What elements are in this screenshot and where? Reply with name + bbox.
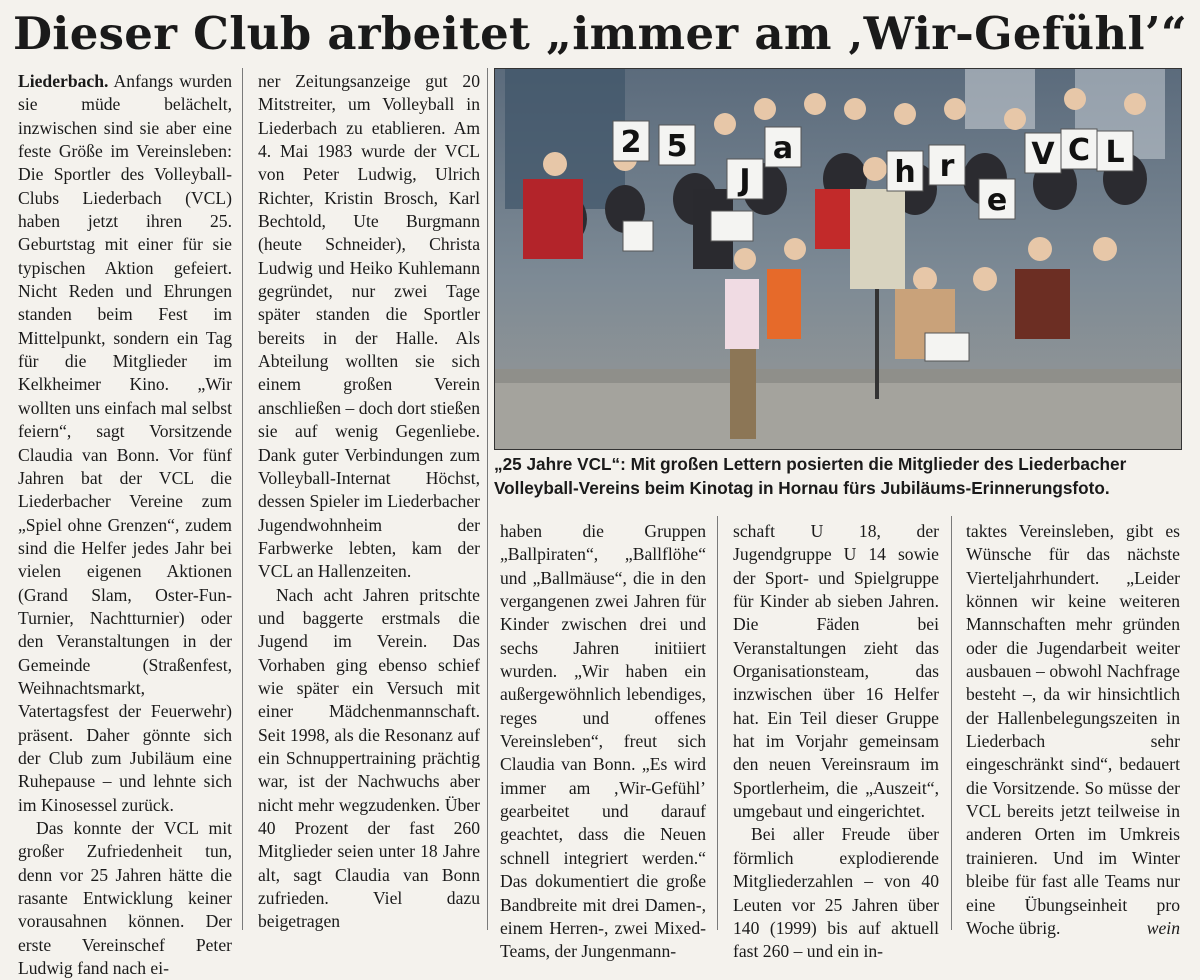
column-rule (242, 68, 243, 930)
sign-letter: 5 (666, 129, 688, 164)
lead-text: Anfangs wurden sie müde belächelt, inzwischen sind sie aber eine feste Größe im Vereinsleben: Die Sportler des Volleyball-Clubs Liederbach (VCL) haben jetzt ihren 25. Geburtstag mit einer für sie typischen Aktion gefeiert. Nicht Reden und Ehrungen standen beim Fest im Mittelpunkt, sondern ein Tag für die Mitglieder im Kelkheimer Kino. „Wir wollten uns einfach mal selbst feiern“, sagt Vorsitzende Claudia van Bonn. Vor fünf Jahren bat der VCL die Liederbacher Vereine zum „Spiel ohne Grenzen“, zudem sind die Helfer jedes Jahr bei vielen eigenen Aktionen (Grand Slam, Oster-Fun-Turnier, Nachtturnier) oder den Veranstaltungen in der Gemeinde (Straßenfest, Weihnachtsmarkt, Vatertagsfest der Feuerwehr) präsent. Daher gönnte sich der Club zum Jubiläum eine Ruhepause – und lehnte sich im Kinosessel zurück. (18, 71, 232, 815)
article-headline: Dieser Club arbeitet „immer am ‚Wir-Gefühl’“ (12, 7, 1187, 60)
sign-letter: a (772, 131, 794, 166)
paragraph-text: taktes Vereinsleben, gibt es Wünsche für das nächste Vierteljahrhundert. „Leider können wir keine weiteren Mannschaften mehr gründen oder die Jugendarbeit weiter ausbauen – obwohl Nachfrage besteht –, da wir hinsichtlich der Hallenbelegungszeiten in Liederbach sehr eingeschränkt sind“, bedauert die Vorsitzende. So müsse der VCL bereits jetzt teilweise in anderen Orten im Umkreis trainieren. Und im Winter bleibe für fast alle Teams nur eine Übungseinheit pro Woche übrig. (966, 521, 1180, 938)
paragraph: ner Zeitungsanzeige gut 20 Mitstreiter, um Volleyball in Liederbach zu etablieren. Am 4. Mai 1983 wurde der VCL von Peter Ludwig, Ulrich Richter, Kristin Brosch, Karl Bechtold, Ute Burgmann (heute Schneider), Christa Ludwig und Heiko Kuhlemann gegründet, nur zwei Tage später standen die Sportler bereits in der Halle. Als Abteilung wollten sie sich einem großen Verein anschließen – doch dort stießen sie auf wenig Gegenliebe. Dank guter Verbindungen zum Volleyball-Internat Höchst, dessen Spieler im Liederbacher Jugendwohnheim der Farbwerke lebten, kam der VCL an Hallenzeiten. (258, 71, 480, 582)
sign-letter: V (1031, 137, 1055, 172)
sign-letter: r (939, 149, 955, 184)
column-rule (487, 68, 488, 930)
paragraph (18, 70, 232, 817)
paragraph: Nach acht Jahren pritschte und baggerte erstmals die Jugend im Verein. Das Vorhaben ging ebenso schief wie später ein Versuch mit einer Mädchenmannschaft. Seit 1998, als die Resonanz auf ein Schnuppertraining prächtig war, ist der Nachwuchs aber nicht mehr wegzudenken. Über 40 Prozent der fast 260 Mitglieder seien unter 18 Jahre alt, sagt Claudia van Bonn zufrieden. Viel dazu beigetragen (258, 584, 480, 932)
photo-caption: „25 Jahre VCL“: Mit großen Lettern posierten die Mitglieder des Liederbacher Volleyball-Vereins beim Kinotag in Hornau fürs Jubiläums-Erinnerungsfoto. (494, 454, 1127, 498)
sign-letter: C (1067, 133, 1091, 168)
paragraph: Das konnte der VCL mit großer Zufriedenheit tun, denn vor 25 Jahren hätte die rasante Entwicklung keiner vorausahnen können. Der erste Vereinschef Peter Ludwig fand nach ei- (18, 818, 232, 979)
byline: wein (1146, 917, 1180, 938)
paragraph: schaft U 18, der Jugendgruppe U 14 sowie der Sport- und Spielgruppe für Kinder ab sieben Jahren. Die Fäden bei Veranstaltungen zieht das Organisationsteam, das inzwischen über 16 Helfer hat. Ein Teil dieser Gruppe hat im Vorjahr gemeinsam den neuen Vereinsraum im Sportlerheim, die „Auszeit“, umgebaut und eingerichtet. (733, 521, 939, 822)
paragraph: haben die Gruppen „Ballpiraten“, „Ballflöhe“ und „Ballmäuse“, die in den vergangenen zwei Jahren für Kinder zwischen drei und sechs Jahren initiiert wurden. „Wir haben ein außergewöhnlich lebendiges, reges und offenes Vereinsleben“, freut sich Claudia van Bonn. „Es wird immer am ‚Wir-Gefühl’ gearbeitet und darauf geachtet, dass die Neuen schnell integriert werden.“ Das dokumentiert die große Bandbreite mit drei Damen-, einem Herren-, zwei Mixed-Teams, der Jungenmann- (500, 521, 706, 962)
group-photo-illustration (495, 69, 1181, 449)
paragraph (966, 520, 1180, 940)
sign-letter: e (986, 183, 1008, 218)
column-2 (258, 70, 480, 934)
dateline: Liederbach. (18, 71, 109, 91)
group-photo (494, 68, 1182, 450)
sign-letter: L (1105, 135, 1125, 170)
sign-letter: J (739, 163, 751, 198)
paragraph: Bei aller Freude über förmlich explodierende Mitgliederzahlen – von 40 Leuten vor 25 Jahren über 140 (1999) bis auf aktuell fast 260 – und ein in- (733, 824, 939, 962)
column-rule (717, 516, 718, 930)
column-5 (966, 520, 1180, 940)
sign-letter: 2 (620, 125, 642, 160)
column-4 (733, 520, 939, 964)
column-1 (18, 70, 232, 980)
column-3 (500, 520, 706, 964)
column-rule (951, 516, 952, 930)
sign-letter: h (894, 155, 916, 190)
